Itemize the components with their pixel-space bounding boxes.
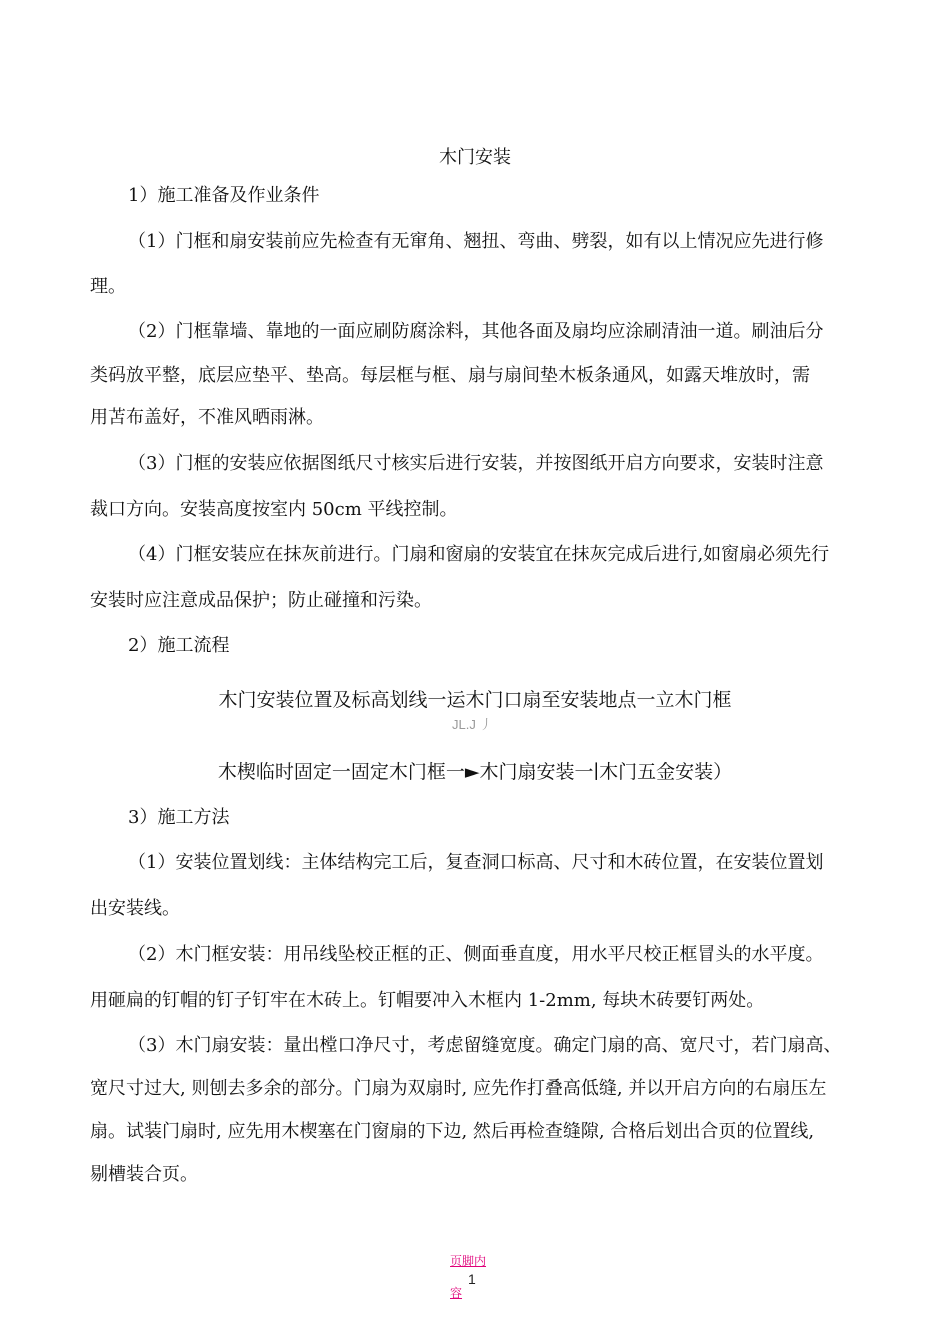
footer-label: 容 <box>450 1286 463 1300</box>
paragraph-line: （1）门框和扇安装前应先检查有无窜角、翘扭、弯曲、劈裂，如有以上情况应先进行修 <box>128 231 824 252</box>
paragraph-line: （2）木门框安装：用吊线坠校正框的正、侧面垂直度，用水平尺校正框冒头的水平度。 <box>128 944 824 965</box>
paragraph-line: （3）木门扇安装：量出樘口净尺寸，考虑留缝宽度。确定门扇的高、宽尺寸，若门扇高、 <box>128 1035 842 1056</box>
paragraph-line: 扇。试装门扇时, 应先用木楔塞在门窗扇的下边, 然后再检查缝隙, 合格后划出合页的位置线, <box>90 1121 815 1142</box>
flow-line-1: 木门安装位置及标高划线一运木门口扇至安装地点一立木门框 <box>218 689 732 711</box>
flow-line-2: 木楔临时固定一固定木门框一►木门扇安装一∣木门五金安装） <box>217 761 733 783</box>
flow-connector-text: JL.J 丿 <box>452 717 493 732</box>
paragraph-line: （3）门框的安装应依据图纸尺寸核实后进行安装，并按图纸开启方向要求，安装时注意 <box>128 453 824 474</box>
paragraph-line: 类码放平整，底层应垫平、垫高。每层框与框、扇与扇间垫木板条通风，如露天堆放时，需 <box>90 365 810 386</box>
paragraph-line: 安装时应注意成品保护；防止碰撞和污染。 <box>90 590 432 611</box>
paragraph-line: 出安装线。 <box>90 898 180 919</box>
paragraph-line: （2）门框靠墙、靠地的一面应刷防腐涂料，其他各面及扇均应涂刷清油一道。刷油后分 <box>128 321 824 342</box>
paragraph-line: 用砸扁的钉帽的钉子钉牢在木砖上。钉帽要冲入木框内 1-2mm, 每块木砖要钉两处。 <box>90 990 765 1011</box>
paragraph-line: （1）安装位置划线：主体结构完工后，复查洞口标高、尺寸和木砖位置，在安装位置划 <box>128 852 824 873</box>
paragraph-line: （4）门框安装应在抹灰前进行。门扇和窗扇的安装宜在抹灰完成后进行,如窗扇必须先行 <box>128 544 830 565</box>
page-number: 1 <box>468 1271 476 1287</box>
section-heading-2: 2）施工流程 <box>128 635 230 656</box>
paragraph-line: 裁口方向。安装高度按室内 50cm 平线控制。 <box>90 499 458 520</box>
paragraph-line: 宽尺寸过大, 则刨去多余的部分。门扇为双扇时, 应先作打叠高低缝, 并以开启方向的右扇压左 <box>90 1078 827 1099</box>
page-title: 木门安装 <box>439 147 511 168</box>
paragraph-line: 理。 <box>90 276 126 297</box>
section-heading-3: 3）施工方法 <box>128 807 230 828</box>
section-heading-1: 1）施工准备及作业条件 <box>128 185 320 206</box>
paragraph-line: 剔槽装合页。 <box>90 1164 198 1185</box>
paragraph-line: 用苫布盖好，不准风晒雨淋。 <box>90 407 324 428</box>
footer-label: 页脚内 <box>450 1254 487 1268</box>
